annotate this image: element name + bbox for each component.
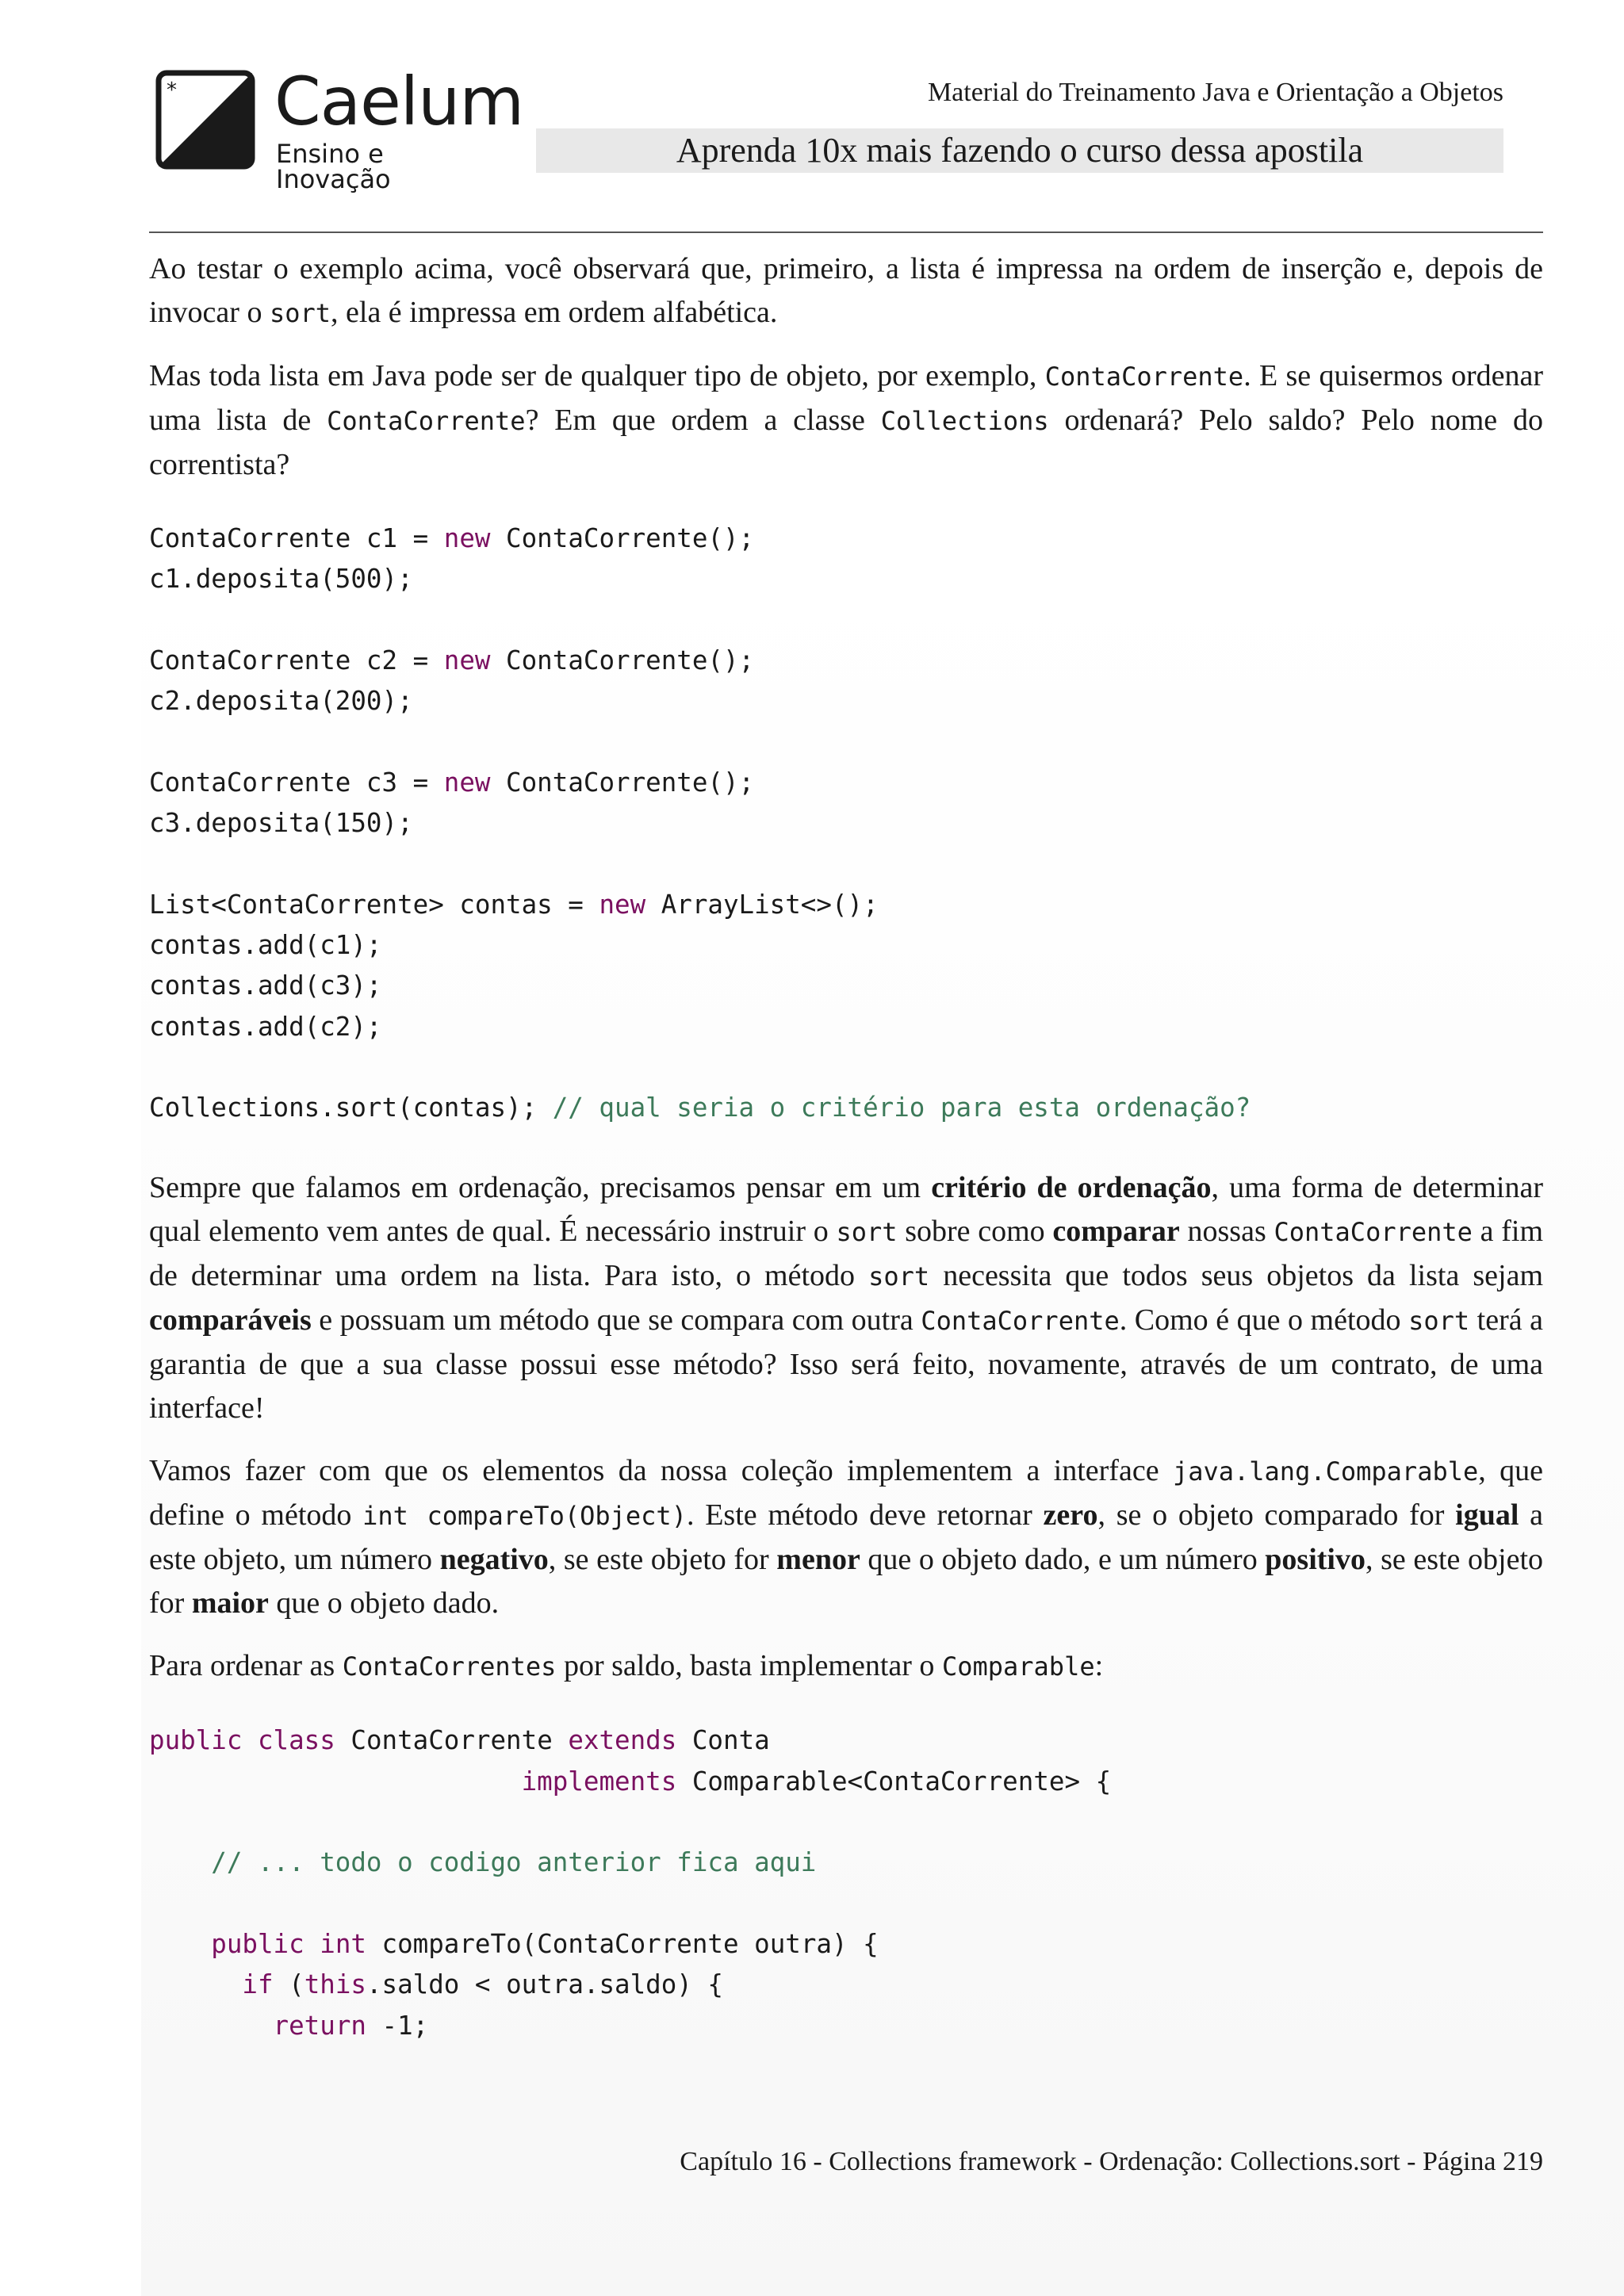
inline-code: java.lang.Comparable bbox=[1172, 1456, 1479, 1487]
inline-code: sort bbox=[1408, 1306, 1470, 1337]
inline-code: ContaCorrentes bbox=[342, 1651, 557, 1682]
inline-code: sort bbox=[836, 1217, 898, 1248]
paragraph-2: Mas toda lista em Java pode ser de qualquer tipo de objeto, por exemplo, ContaCorrente. E se quisermos ordenar uma lista de ContaCorrente? Em que ordem a classe Collections ordenará? Pelo saldo? Pelo nome do correntista? bbox=[149, 359, 1543, 481]
material-title: Material do Treinamento Java e Orientação a Objetos bbox=[927, 78, 1503, 107]
inline-code: ContaCorrente bbox=[1274, 1217, 1473, 1248]
svg-text:*: * bbox=[167, 78, 177, 102]
logo-title: Caelum bbox=[274, 63, 524, 140]
page-content bbox=[149, 247, 1543, 2084]
paragraph-4: Vamos fazer com que os elementos da nossa coleção implementem a interface java.lang.Comparable, que define o método int compareTo(Object). Este método deve retornar zero, se o objeto comparado for igual a este objeto, um número negativo, se este objeto for menor que o objeto dado, e um número positivo, se este objeto for maior que o objeto dado. bbox=[149, 1454, 1544, 1621]
inline-code: sort bbox=[868, 1261, 930, 1292]
inline-code: ContaCorrente bbox=[1044, 362, 1244, 392]
code-block-comparable: public class ContaCorrente extends Conta implements Comparable<ContaCorrente> { // ... todo o codigo anterior fica aqui public int compareTo(ContaCorrente outra) { if (this.saldo < outra.saldo) { return -1; bbox=[149, 1725, 1112, 2041]
inline-code: ContaCorrente bbox=[327, 406, 526, 436]
course-banner[interactable]: Aprenda 10x mais fazendo o curso dessa apostila bbox=[536, 128, 1503, 173]
paragraph-1: Ao testar o exemplo acima, você observará que, primeiro, a lista é impressa na ordem de inserção e, depois de invocar o sort, ela é impressa em ordem alfabética. bbox=[149, 252, 1543, 329]
inline-code: sort bbox=[269, 298, 331, 328]
page-footer: Capítulo 16 - Collections framework - Ordenação: Collections.sort - Página 219 bbox=[680, 2147, 1543, 2176]
inline-code: Comparable bbox=[941, 1651, 1095, 1682]
inline-code: Collections bbox=[880, 406, 1049, 436]
logo-mark-icon bbox=[155, 70, 255, 170]
header-divider bbox=[149, 232, 1543, 233]
inline-code: int compareTo(Object) bbox=[362, 1501, 687, 1532]
code-block-sort-example: ContaCorrente c1 = new ContaCorrente(); c1.deposita(500); ContaCorrente c2 = new ContaCorrente(); c2.deposita(200); ContaCorrente c3 = new ContaCorrente(); c3.deposita(150); List<ContaCorrente> contas = new ArrayList<>(); contas.add(c1); contas.add(c3); contas.add(c2); Collections.sort(contas); // qual seria o critério para esta ordenação? bbox=[149, 523, 1251, 1123]
paragraph-3: Sempre que falamos em ordenação, precisamos pensar em um critério de ordenação, uma forma de determinar qual elemento vem antes de qual. É necessário instruir o sort sobre como comparar nossas ContaCorrente a fim de determinar uma ordem na lista. Para isto, o método sort necessita que todos seus objetos da lista sejam comparáveis e possuam um método que se compara com outra ContaCorrente. Como é que o método sort terá a garantia de que a sua classe possui esse método? Isso será feito, novamente, através de um contrato, de uma interface! bbox=[149, 1171, 1543, 1425]
paragraph-5: Para ordenar as ContaCorrentes por saldo, basta implementar o Comparable: bbox=[149, 1649, 1104, 1683]
logo-subtitle: Ensino e Inovação bbox=[276, 139, 391, 194]
caelum-logo bbox=[155, 63, 524, 194]
inline-code: ContaCorrente bbox=[921, 1306, 1120, 1337]
